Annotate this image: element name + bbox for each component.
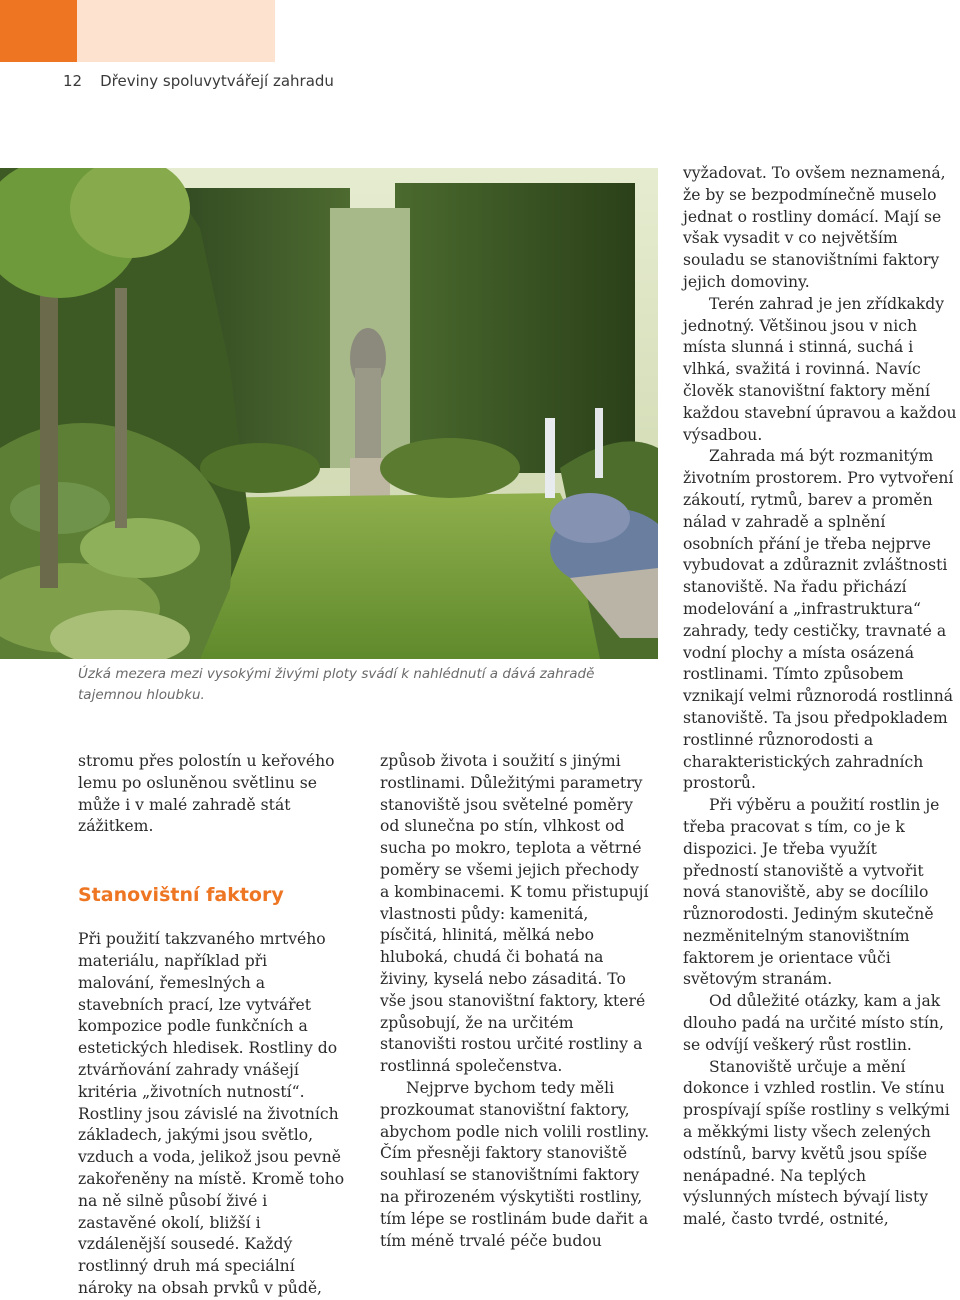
text-column-1 — [78, 751, 348, 1300]
column3-paragraph-1: vyžadovat. To ovšem neznamená, že by se bezpodmínečně muselo jednat o rostliny domácí. Mají se však vysadit v co největším souladu se stanovištními faktory jejich domoviny. — [683, 164, 946, 291]
column3-paragraph-2: Terén zahrad je jen zřídkakdy jednotný. Většinou jsou v nich místa slunná i stinná, suchá i vlhká, svažitá i rovinná. Navíc člověk stanovištní faktory mění každou stavební úpravou a každou výsadbou. — [683, 294, 957, 444]
text-column-3 — [683, 163, 957, 1231]
chapter-tab-light — [77, 0, 275, 62]
column2-paragraph-2: Nejprve bychom tedy měli prozkoumat stanovištní faktory, abychom podle nich volili rostliny. Čím přesněji faktory stanoviště souhlasí se stanovištními faktory na přirozeném výskytišti rostliny, tím lépe se rostlinám bude dařit a tím méně trvalé péče budou — [380, 1078, 650, 1250]
column3-paragraph-4: Při výběru a použití rostlin je třeba pracovat s tím, co je k dispozici. Je třeba využít předností stanoviště a vytvořit nová stanoviště, aby se docílilo různorodosti. Jediným skutečně nezměnitelným stanovištním faktorem je orientace vůči světovým stranám. — [683, 796, 940, 989]
running-head — [63, 72, 334, 96]
column3-paragraph-6: Stanoviště určuje a mění dokonce i vzhled rostlin. Ve stínu prospívají spíše rostliny s velkými a měkkými listy všech zelených odstínů, barvy květů jsou spíše nenápadné. Na teplých výslunných místech bývají listy malé, často tvrdé, ostnité, — [683, 1057, 950, 1229]
column1-intro: stromu přes polostín u keřového lemu po osluněnou světlinu se může i v malé zahradě stát zážitkem. — [78, 752, 335, 836]
chapter-title: Dřeviny spoluvytvářejí zahradu — [100, 72, 334, 90]
column1-body: Při použití takzvaného mrtvého materiálu, například při malování, řemeslných a stavebních prací, lze vytvářet kompozice podle funkčních a estetických hledisek. Rostliny do ztvárňování zahrady vnášejí kritéria „životních nutností“. Rostliny jsou závislé na životních základech, jakými jsou světlo, vzduch a voda, jelikož jsou pevně zakořeněny na místě. Kromě toho na ně silně působí živé i zastavěné okolí, bližší i vzdálenější sousedé. Každý rostlinný druh má speciální nároky na obsah prvků v půdě, — [78, 930, 345, 1297]
section-heading: Stanovištní faktory — [78, 884, 284, 907]
column3-paragraph-3: Zahrada má být rozmanitým životním prostorem. Pro vytvoření zákoutí, rytmů, barev a proměn nálad v zahradě a splnění osobních přání je třeba nejprve vybudovat a zdůraznit zvláštnosti stanoviště. Na řadu přichází modelování a „infrastruktura“ zahrady, tedy cestičky, travnaté a vodní plochy a místa osázená rostlinami. Tímto způsobem vznikají velmi různorodá rostlinná stanoviště. Ta jsou předpokladem rostlinné různorodosti a charakteristických zahradních prostorů. — [683, 447, 954, 793]
photo-caption: Úzká mezera mezi vysokými živými ploty svádí k nahlédnutí a dává zahradě tajemnou hloubku. — [78, 666, 595, 703]
garden-photo — [0, 168, 658, 659]
garden-illustration — [0, 168, 658, 659]
page-number: 12 — [63, 72, 83, 90]
column2-paragraph-1: způsob života i soužití s jinými rostlinami. Důležitými parametry stanoviště jsou světelné poměry od slunečna po stín, vlhkost od sucha po mokro, teplota a větrné poměry se všemi jejich přechody a kombinacemi. K tomu přistupují vlastnosti půdy: kamenitá, písčitá, hlinitá, mělká nebo hluboká, chudá či bohatá na živiny, kyselá nebo zásaditá. To vše jsou stanovištní faktory, které způsobují, že na určitém stanovišti rostou určité rostliny a rostlinná společenstva. — [380, 752, 649, 1076]
column3-paragraph-5: Od důležité otázky, kam a jak dlouho padá na určité místo stín, se odvíjí veškerý růst rostlin. — [683, 992, 944, 1054]
chapter-tab-accent — [0, 0, 77, 62]
text-column-2 — [380, 751, 650, 1252]
